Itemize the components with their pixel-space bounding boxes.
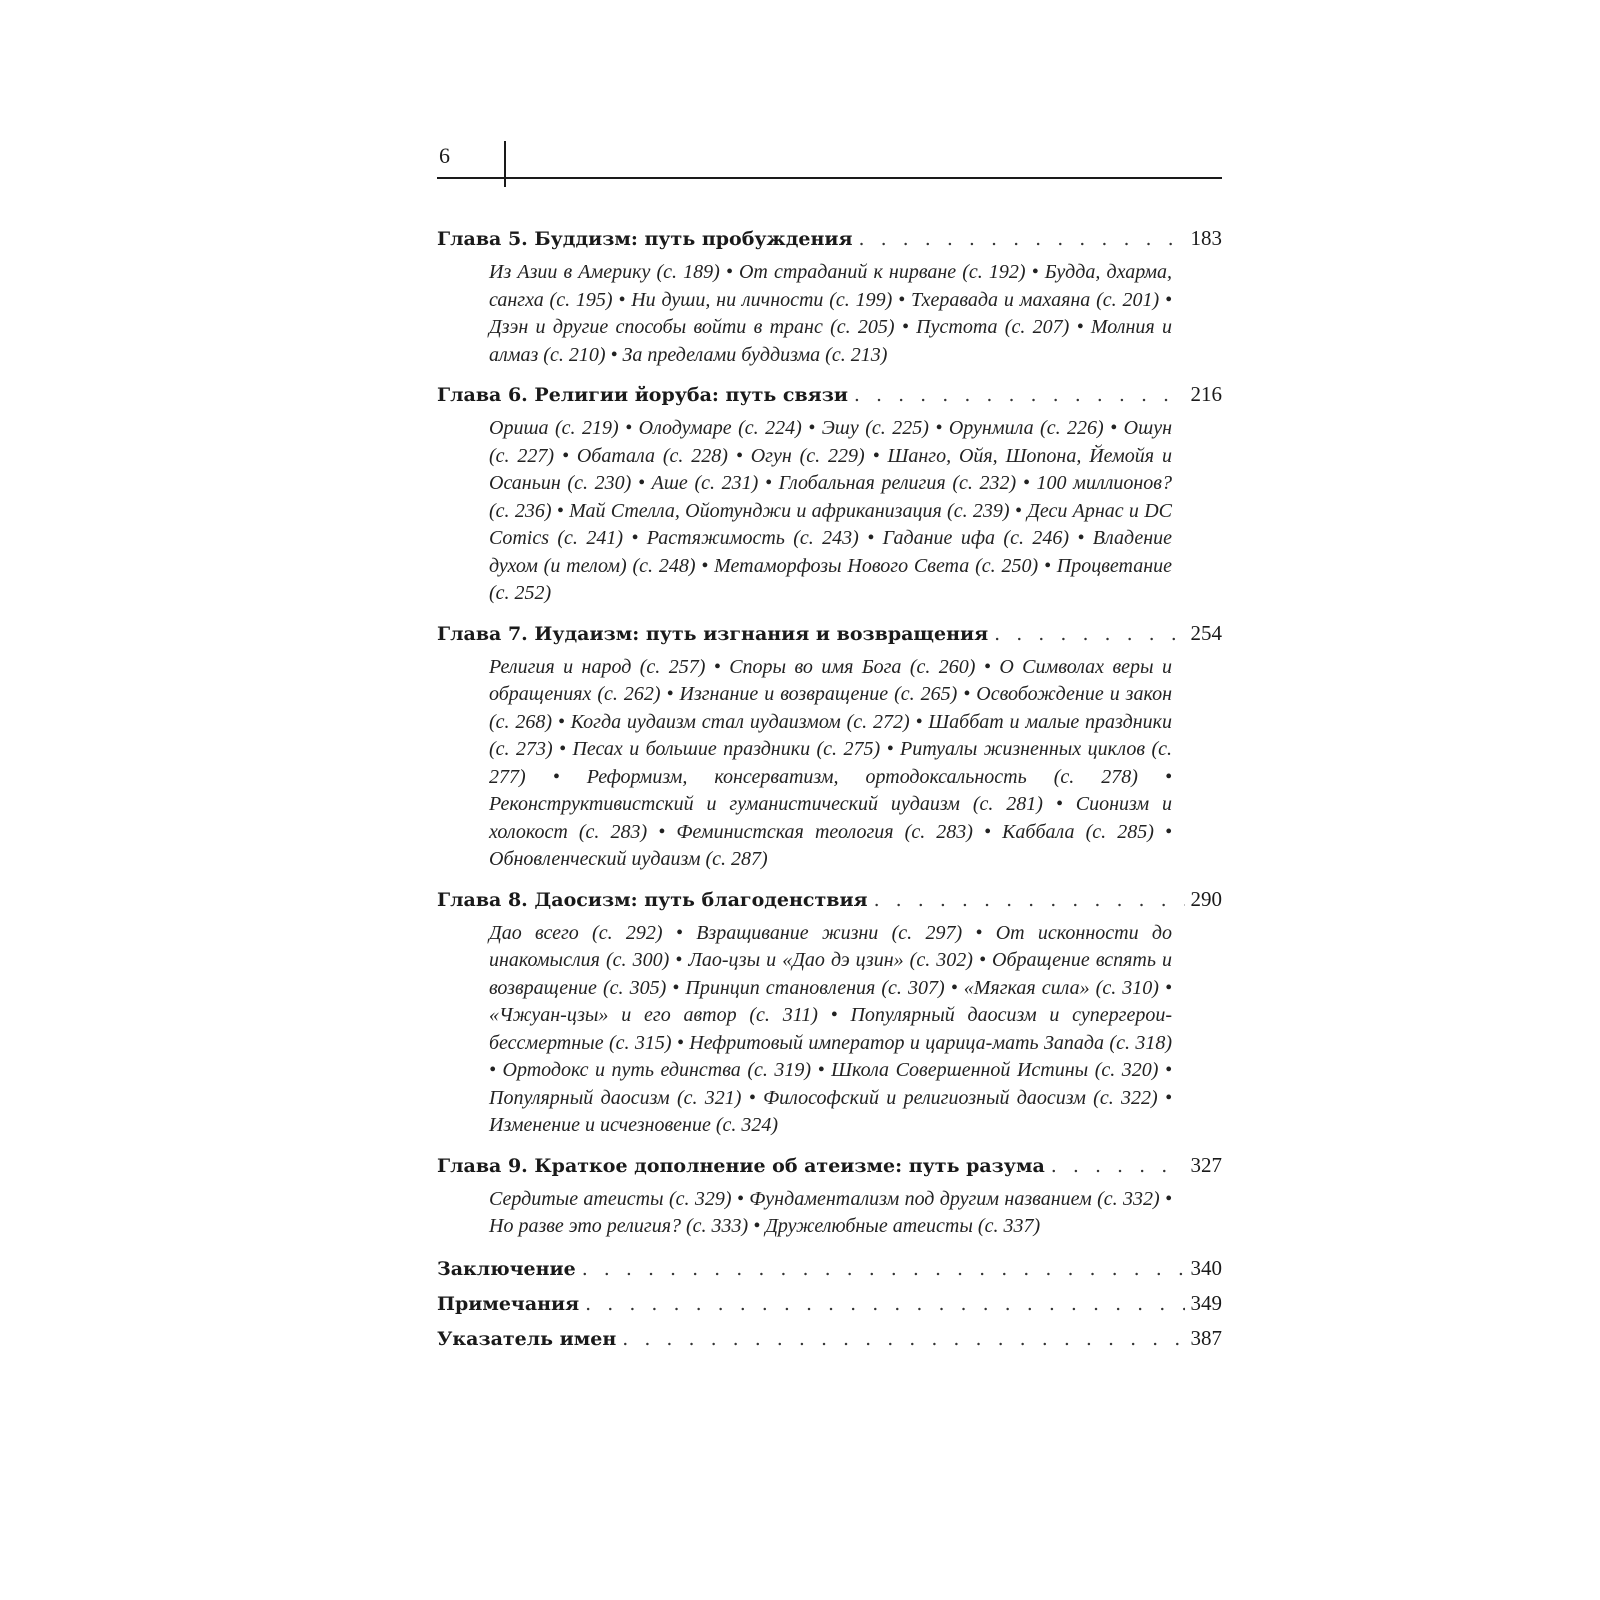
dot-leader <box>622 1326 1184 1353</box>
dot-leader <box>1051 1153 1185 1180</box>
chapter-title: Глава 8. Даосизм: путь благоденствия <box>437 888 868 911</box>
header-rule <box>437 177 1222 179</box>
chapter-title: Глава 6. Религии йоруба: путь связи <box>437 384 848 406</box>
entry-title: Указатель имен <box>437 1327 617 1350</box>
toc-entry <box>437 381 1222 409</box>
toc-entry <box>437 225 1222 253</box>
toc-entry-notes <box>437 1290 1222 1318</box>
book-page <box>437 135 1222 1360</box>
chapter-page: 327 <box>1190 1152 1222 1177</box>
chapter-subtopics: Религия и народ (с. 257) • Споры во имя Бога (с. 260) • О Символах веры и обращениях (с. 262) • Изгнание и возвращение (с. 265) • Освобождение и закон (с. 268) • Когда иудаизм стал иудаизмом (с. 272) • Шаббат и малые праздники (с. 273) • Песах и большие праздники (с. 275) • Ритуалы жизненных циклов (с. 277) • Реформизм, консерватизм, ортодоксальность (с. 278) • Реконструктивистский и гуманистический иудаизм (с. 281) • Сионизм и холокост (с. 283) • Феминистская теология (с. 283) • Каббала (с. 285) • Обновленческий иудаизм (с. 287) <box>489 655 1172 870</box>
toc-chapter-7 <box>437 620 1222 874</box>
page-number: 6 <box>439 143 450 168</box>
chapter-page: 183 <box>1190 226 1222 250</box>
entry-page: 349 <box>1190 1290 1222 1315</box>
toc-entry-conclusion <box>437 1255 1222 1283</box>
dot-leader <box>585 1291 1184 1318</box>
entry-page: 340 <box>1190 1255 1222 1280</box>
dot-leader <box>874 887 1185 914</box>
chapter-page: 216 <box>1190 382 1222 406</box>
toc-back-matter <box>437 1255 1222 1353</box>
toc-entry <box>437 886 1222 914</box>
toc-chapter-9 <box>437 1152 1222 1241</box>
entry-page: 387 <box>1190 1325 1222 1350</box>
chapter-page: 290 <box>1190 886 1222 911</box>
toc-chapter-5 <box>437 225 1222 369</box>
chapter-subtopics: Ориша (с. 219) • Олодумаре (с. 224) • Эшу (с. 225) • Орунмила (с. 226) • Ошун (с. 227) • Обатала (с. 228) • Огун (с. 229) • Шанго, Ойя, Шопона, Йемойя и Осаньин (с. 230) • Аше (с. 231) • Глобальная религия (с. 232) • 100 миллионов? (с. 236) • Май Стелла, Ойотунджи и африканизация (с. 239) • Деси Арнас и DC Comics (с. 241) • Растяжимость (с. 243) • Гадание ифа (с. 246) • Владение духом (и телом) (с. 248) • Метаморфозы Нового Света (с. 250) • Процветание (с. 252) <box>489 417 1172 604</box>
toc-entry <box>437 620 1222 648</box>
dot-leader <box>582 1256 1185 1283</box>
toc-chapter-8 <box>437 886 1222 1140</box>
toc-entry <box>437 1152 1222 1180</box>
toc-entry-index <box>437 1325 1222 1353</box>
chapter-subtopics: Дао всего (с. 292) • Взращивание жизни (с. 297) • От исконности до инакомыслия (с. 300) • Лао-цзы и «Дао дэ цзин» (с. 302) • Обращение вспять и возвращение (с. 305) • Принцип становления (с. 307) • «Мягкая сила» (с. 310) • «Чжуан-цзы» и его автор (с. 311) • Популярный даосизм и супергерои-бессмертные (с. 315) • Нефритовый император и царица-мать Запада (с. 318) • Ортодокс и путь единства (с. 319) • Школа Совершенной Истины (с. 320) • Популярный даосизм (с. 321) • Философский и религиозный даосизм (с. 322) • Изменение и исчезновение (с. 324) <box>489 921 1172 1136</box>
chapter-subtopics: Из Азии в Америку (с. 189) • От страданий к нирване (с. 192) • Будда, дхарма, сангха (с. 195) • Ни души, ни личности (с. 199) • Тхеравада и махаяна (с. 201) • Дзэн и другие способы войти в транс (с. 205) • Пустота (с. 207) • Молния и алмаз (с. 210) • За пределами буддизма (с. 213) <box>489 261 1172 366</box>
chapter-title: Глава 9. Краткое дополнение об атеизме: путь разума <box>437 1154 1045 1177</box>
entry-title: Заключение <box>437 1257 576 1280</box>
table-of-contents <box>437 225 1222 1353</box>
dot-leader <box>994 621 1184 648</box>
dot-leader <box>859 226 1185 253</box>
running-head <box>437 135 1222 185</box>
chapter-title: Глава 7. Иудаизм: путь изгнания и возвращения <box>437 622 989 645</box>
toc-chapter-6 <box>437 381 1222 608</box>
chapter-page: 254 <box>1190 620 1222 645</box>
chapter-subtopics: Сердитые атеисты (с. 329) • Фундаментализм под другим названием (с. 332) • Но разве это религия? (с. 333) • Дружелюбные атеисты (с. 337) <box>489 1187 1172 1237</box>
dot-leader <box>854 382 1185 409</box>
header-divider-tick <box>504 141 506 187</box>
entry-title: Примечания <box>437 1292 580 1315</box>
chapter-title: Глава 5. Буддизм: путь пробуждения <box>437 228 853 250</box>
